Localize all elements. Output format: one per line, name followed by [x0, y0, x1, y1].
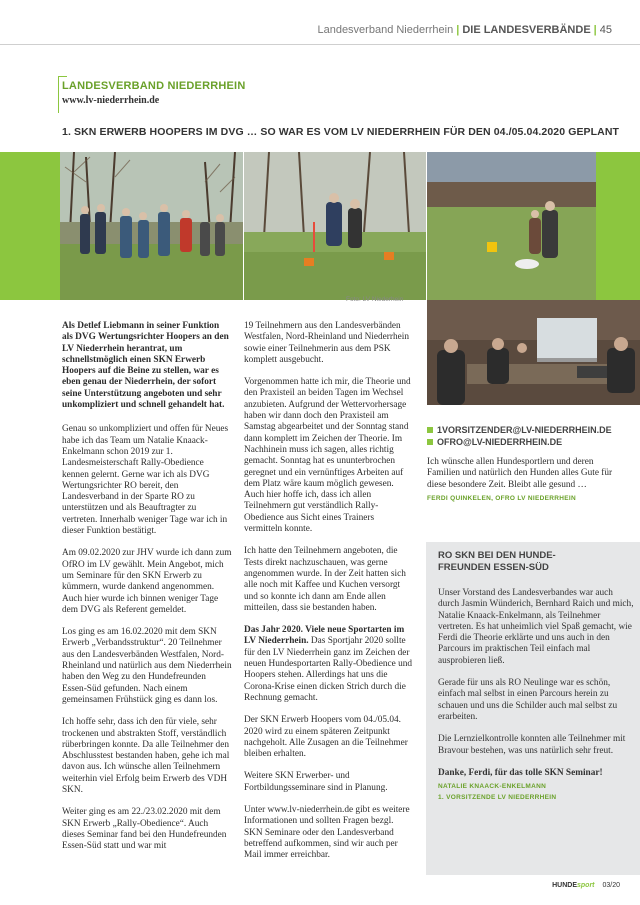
photo-group-outdoor [60, 152, 243, 300]
header-section: Landesverband Niederrhein [317, 24, 454, 36]
photo-dog-training [427, 152, 596, 300]
box-body [438, 588, 634, 804]
text-column-3 [427, 424, 627, 504]
issue-number: 03/20 [602, 882, 620, 889]
magazine-brand: HUNDEsport [552, 882, 595, 889]
paragraph: Vorgenommen hatte ich mir, die Theorie und den Praxisteil an beiden Tagen im Wechsel anzubieten. Aufgrund der Wettervorhersage haben wir dann doch den Praxisteil am Samstag abgearbeitet und der Sonntag stand dann komplett im Zeichen der Theorie. Im Nachhinein muss ich sagen, alles richtig gemacht. Sonntag hat es ununterbrochen geregnet und ein vernünftiges Arbeiten auf dem Platz wäre kaum möglich gewesen. Auch hier hoffe ich, dass ich allen Teilnehmern gut verständlich Rally-Obedience aus Sicht eines Trainers vermitteln konnte. [244, 377, 411, 535]
text-column-2 [244, 321, 414, 872]
closing-paragraph: Ich wünsche allen Hundesportlern und deren Familien und natürlich den Hunden alles Gute für diese besondere Zeit. Bleibt alle gesund … [427, 457, 613, 490]
page-footer [552, 882, 620, 889]
box-signature-name: NATALIE KNAACK-ENKELMANN [438, 783, 547, 791]
header-separator: | [456, 24, 460, 36]
header-separator: | [593, 24, 597, 36]
paragraph [244, 625, 414, 704]
header-category: DIE LANDESVERBÄNDE [462, 24, 591, 36]
accent-bar-left [0, 152, 60, 300]
article-headline: 1. SKN ERWERB HOOPERS IM DVG … SO WAR ES VOM LV NIEDERRHEIN FÜR DEN 04./05.04.2020 GEPLANT [62, 126, 620, 138]
bullet-square-icon [427, 439, 433, 445]
header-rule [0, 44, 640, 45]
box-title: RO SKN BEI DEN HUNDE- FREUNDEN ESSEN-SÜD [438, 550, 556, 573]
email-link[interactable]: OFRO@LV-NIEDERRHEIN.DE [427, 436, 627, 448]
email-link[interactable]: 1VORSITZENDER@LV-NIEDERRHEIN.DE [427, 424, 627, 436]
paragraph-text: Das Sportjahr 2020 sollte für den LV Niederrhein ganz im Zeichen der neuen Hundesportarten Rally-Obedience und Hoopers stehen. Allerdings hat uns die Corona-Krise einen dicken Strich durch die Rechnung gemacht. [244, 636, 413, 703]
paragraph: Am 09.02.2020 zur JHV wurde ich dann zum OfRO im LV gewählt. Mein Angebot, mich um Seminare für den SKN Erwerb zu kümmern, wurde dankend angenommen. Auch hier wurde ich binnen weniger Tage dem DVG als Referent gemeldet. [62, 548, 232, 615]
box-paragraph: Gerade für uns als RO Neulinge war es schön, einfach mal selbst in einen Parcours herein zu schauen und uns die Schilder auch mal selbst zu erarbeiten. [438, 678, 618, 722]
box-signature-role: 1. VORSITZENDE LV NIEDERRHEIN [438, 794, 557, 802]
paragraph: Weiter ging es am 22./23.02.2020 mit dem SKN Erwerb „Rally-Obedience“. Auch dieses Seminar fand bei den Hundefreunden Essen-Süd statt und war mit [62, 807, 227, 852]
photo-seminar-room [427, 300, 640, 405]
sidebar-box [426, 542, 640, 875]
box-paragraph: Unser Vorstand des Landesverbandes war auch durch Jasmin Wünderich, Bernhard Raich und mich, Natalie Knaack-Enkelmann, als Teilnehmer vertreten. Es hat unheimlich viel Spaß gemacht, wie Ferdi die Theorie erklärte und uns auch in den Parcours im praktischen Teil einfach mal ausprobieren ließ. [438, 588, 634, 666]
page-header [317, 24, 612, 36]
lv-url: www.lv-niederrhein.de [62, 95, 160, 106]
paragraph: Ich hatte den Teilnehmern angeboten, die Tests direkt nachzuschauen, was gerne angenommen wurde. In der Zeit hatten sich alle noch mit Kaffee und Kuchen versorgt und so konnte ich dann am Ende allen mitteilen, dass sie bestanden haben. [244, 546, 406, 613]
paragraph: Als Detlef Liebmann in seiner Funktion als DVG Wertungsrichter Hoopers an den LV Niederrhein herantrat, um schnellstmöglich einen SKN Erwerb Hoopers auf die Beine zu stellen, war es eben genau der Niederrhein, der sofort seine Unterstützung angeboten und sehr unkompliziert und schnell gehandelt hat. [62, 321, 229, 411]
box-paragraph: Die Lernzielkontrolle konnten alle Teilnehmer mit Bravour bestehen, was uns natürlich sehr freut. [438, 734, 626, 756]
page-number: 45 [599, 24, 612, 36]
accent-bar-right [596, 152, 640, 300]
bullet-square-icon [427, 427, 433, 433]
paragraph: Weitere SKN Erwerber- und Fortbildungsseminare sind in Planung. [244, 771, 388, 793]
paragraph: Unter www.lv-niederrhein.de gibt es weitere Informationen und sollten Fragen bezgl. SKN Seminare oder den Landesverband betreffend aufkommen, sind wir auch per Mail immer erreichbar. [244, 804, 410, 861]
lv-name: LANDESVERBAND NIEDERRHEIN [62, 80, 246, 92]
paragraph: Genau so unkompliziert und offen für Neues habe ich das Team um Natalie Knaack-Enkelmann schon 2019 zur 1. Landesmeisterschaft Rally-Obedience kennen gelernt. Gerne war ich als DVG Wertungsrichter RO bereit, den Landesverband in der Sparte RO zu unterstützen und als Beauftragter zu vertreten. Innerhalb weniger Tage war ich in dieser Funktion bestätigt. [62, 424, 229, 537]
photo-credit: Foto: LV Niederhein [346, 296, 404, 303]
text-column-1 [62, 321, 232, 863]
paragraph [62, 627, 232, 706]
paragraph: Ich hoffe sehr, dass ich den für viele, sehr trockenen und abstrakten Stoff, verständlich rüberbringen konnte. Da alle Teilnehmer den Abschlusstest bestanden haben, gehe ich mal davon aus. Ich wünsche allen Teilnehmern weiterhin viel Erfolg beim Erwerb des VDH SKN. [62, 717, 230, 795]
paragraph: 19 Teilnehmern aus den Landesverbänden Westfalen, Nord-Rheinland und Niederrhein sowie einer Teilnehmerin aus dem PSK komplett ausgebucht. [244, 321, 409, 365]
photo-course-practice [244, 152, 426, 300]
signature: FERDI QUINKELEN, OFRO LV NIEDERRHEIN [427, 494, 576, 502]
paragraph-text: Los ging es am 16.02.2020 mit dem SKN Erwerb „Verbandsstruktur“. 20 Teilnehmer aus den Landesverbänden Westfalen, Nord-Rheinland und natürlich aus dem Niederrhein haben den Weg zu den Hundefreunden Essen-Süd gefunden. Nach einem gemeinsamen Frühstück ging es dann los. [62, 627, 232, 705]
subheading: Das Jahr 2020. Viele neue Sportarten im LV Niederrhein. [244, 625, 405, 647]
paragraph: Der SKN Erwerb Hoopers vom 04./05.04. 2020 wird zu einem späteren Zeitpunkt nachgeholt. Alle Zusagen an die Teilnehmer bleiben erhalten. [244, 715, 408, 760]
box-paragraph: Danke, Ferdi, für das tolle SKN Seminar! [438, 767, 603, 778]
